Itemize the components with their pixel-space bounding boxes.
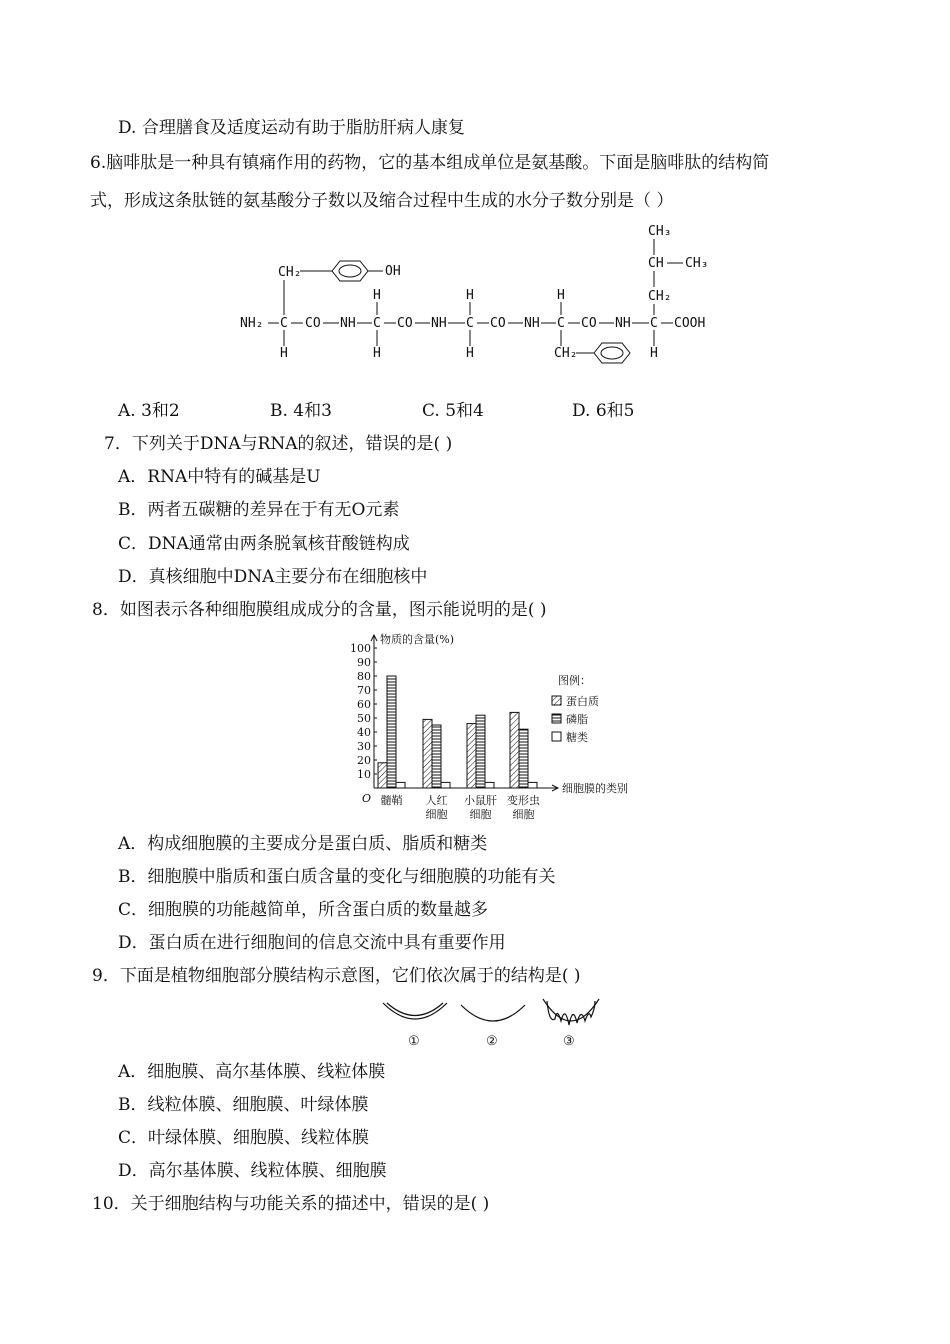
svg-text:C: C <box>466 316 474 331</box>
category-label: 变形虫 <box>507 794 540 807</box>
q8-option-c[interactable]: C．细胞膜的功能越简单，所含蛋白质的数量越多 <box>118 900 489 920</box>
svg-text:CH₂: CH₂ <box>554 346 578 361</box>
y-tick-label: 30 <box>357 740 371 753</box>
y-axis-title: 物质的含量(%) <box>380 633 455 646</box>
category-label: 小鼠肝 <box>464 794 497 807</box>
bar-蛋白质 <box>510 712 519 788</box>
svg-text:H: H <box>373 346 381 361</box>
membrane-3-cristae <box>543 999 599 1025</box>
membrane-diagrams <box>375 995 605 1047</box>
label-1: ① <box>408 1034 420 1047</box>
y-tick-label: 20 <box>357 754 371 767</box>
q6-stem-line2: 式，形成这条肽链的氨基酸分子数以及缩合过程中生成的水分子数分别是（ ） <box>90 191 674 211</box>
svg-text:CH₂: CH₂ <box>278 265 302 280</box>
q6-option-d[interactable]: D. 6和5 <box>572 401 635 421</box>
x-axis-title: 细胞膜的类别 <box>562 782 628 795</box>
legend-label: 蛋白质 <box>566 695 599 708</box>
membrane-1-double <box>383 1003 447 1019</box>
q8-option-b[interactable]: B．细胞膜中脂质和蛋白质含量的变化与细胞膜的功能有关 <box>118 867 556 887</box>
q7-option-a[interactable]: A．RNA中特有的碱基是U <box>118 467 321 487</box>
svg-text:C: C <box>373 316 381 331</box>
q6-options <box>118 400 634 422</box>
svg-text:C: C <box>557 316 565 331</box>
bar-磷脂 <box>476 715 485 788</box>
svg-text:C: C <box>280 316 288 331</box>
svg-text:H: H <box>557 288 565 303</box>
legend-label: 糖类 <box>566 731 588 744</box>
svg-text:H: H <box>650 346 658 361</box>
svg-text:H: H <box>280 346 288 361</box>
svg-text:CH₃: CH₃ <box>685 256 709 271</box>
y-tick-label: 10 <box>357 768 371 781</box>
q5-option-d: D. 合理膳食及适度运动有助于脂肪肝病人康复 <box>118 118 465 138</box>
bar-糖类 <box>441 782 450 788</box>
q7-stem: 7．下列关于DNA与RNA的叙述，错误的是( ) <box>104 434 453 454</box>
q6-stem-line1: 6.脑啡肽是一种具有镇痛作用的药物，它的基本组成单位是氨基酸。下面是脑啡肽的结构简 <box>90 153 770 173</box>
svg-text:CH₃: CH₃ <box>648 224 672 239</box>
formula-nh2: NH₂ <box>240 316 264 331</box>
svg-text:NH: NH <box>431 316 447 331</box>
category-label: 细胞 <box>512 808 535 821</box>
y-tick-label: 50 <box>357 712 371 725</box>
origin-label: O <box>362 792 372 805</box>
q6-option-c[interactable]: C. 5和4 <box>422 401 484 421</box>
svg-text:H: H <box>373 288 381 303</box>
y-tick-label: 90 <box>357 656 371 669</box>
bar-磷脂 <box>387 676 396 788</box>
svg-text:NH: NH <box>340 316 356 331</box>
label-2: ② <box>486 1034 498 1047</box>
q6-option-b[interactable]: B. 4和3 <box>270 401 332 421</box>
legend-title: 图例： <box>558 674 591 687</box>
membrane-composition-chart <box>340 630 670 828</box>
svg-text:CH₂: CH₂ <box>648 289 672 304</box>
q7-option-b[interactable]: B．两者五碳糖的差异在于有无O元素 <box>118 500 400 520</box>
svg-text:H: H <box>466 288 474 303</box>
bar-蛋白质 <box>423 719 432 788</box>
svg-text:CO: CO <box>490 316 506 331</box>
q9-option-d[interactable]: D．高尔基体膜、线粒体膜、细胞膜 <box>118 1161 387 1181</box>
q8-stem: 8．如图表示各种细胞膜组成成分的含量，图示能说明的是( ) <box>92 600 547 620</box>
svg-text:CO: CO <box>397 316 413 331</box>
category-label: 细胞 <box>425 808 448 821</box>
bar-磷脂 <box>432 725 441 788</box>
legend-swatch-磷脂 <box>552 714 561 723</box>
q9-stem: 9．下面是植物细胞部分膜结构示意图，它们依次属于的结构是( ) <box>92 966 581 986</box>
bar-蛋白质 <box>467 724 476 788</box>
y-tick-label: 80 <box>357 670 371 683</box>
bar-糖类 <box>485 782 494 788</box>
svg-text:C: C <box>650 316 658 331</box>
svg-text:NH: NH <box>615 316 631 331</box>
bar-糖类 <box>528 782 537 788</box>
svg-text:OH: OH <box>385 264 401 279</box>
q6-option-a[interactable]: A. 3和2 <box>118 401 180 421</box>
y-tick-label: 70 <box>357 684 371 697</box>
svg-text:H: H <box>466 346 474 361</box>
q7-option-d[interactable]: D．真核细胞中DNA主要分布在细胞核中 <box>118 567 428 587</box>
svg-text:CO: CO <box>581 316 597 331</box>
svg-text:CO: CO <box>305 316 321 331</box>
q7-option-c[interactable]: C．DNA通常由两条脱氧核苷酸链构成 <box>118 534 410 554</box>
y-tick-label: 100 <box>350 642 371 655</box>
y-tick-label: 40 <box>357 726 371 739</box>
bar-蛋白质 <box>378 763 387 788</box>
legend-swatch-蛋白质 <box>552 696 561 705</box>
label-3: ③ <box>563 1034 575 1047</box>
q10-stem: 10．关于细胞结构与功能关系的描述中，错误的是( ) <box>92 1194 490 1214</box>
legend-label: 磷脂 <box>566 713 588 726</box>
q9-option-a[interactable]: A．细胞膜、高尔基体膜、线粒体膜 <box>118 1062 386 1082</box>
svg-text:CH: CH <box>648 256 664 271</box>
q8-option-a[interactable]: A．构成细胞膜的主要成分是蛋白质、脂质和糖类 <box>118 834 488 854</box>
membrane-2-single <box>461 1005 525 1021</box>
q9-option-b[interactable]: B．线粒体膜、细胞膜、叶绿体膜 <box>118 1095 369 1115</box>
bar-磷脂 <box>519 729 528 788</box>
bar-糖类 <box>396 782 405 788</box>
category-label: 人红 <box>425 794 448 807</box>
q9-option-c[interactable]: C．叶绿体膜、细胞膜、线粒体膜 <box>118 1128 370 1148</box>
category-label: 髓鞘 <box>380 794 403 807</box>
svg-text:NH: NH <box>524 316 540 331</box>
formula-cooh: COOH <box>674 316 706 331</box>
q8-option-d[interactable]: D．蛋白质在进行细胞间的信息交流中具有重要作用 <box>118 933 506 953</box>
legend-swatch-糖类 <box>552 732 561 741</box>
category-label: 细胞 <box>469 808 492 821</box>
y-tick-label: 60 <box>357 698 371 711</box>
enkephalin-structure-formula <box>230 218 730 368</box>
